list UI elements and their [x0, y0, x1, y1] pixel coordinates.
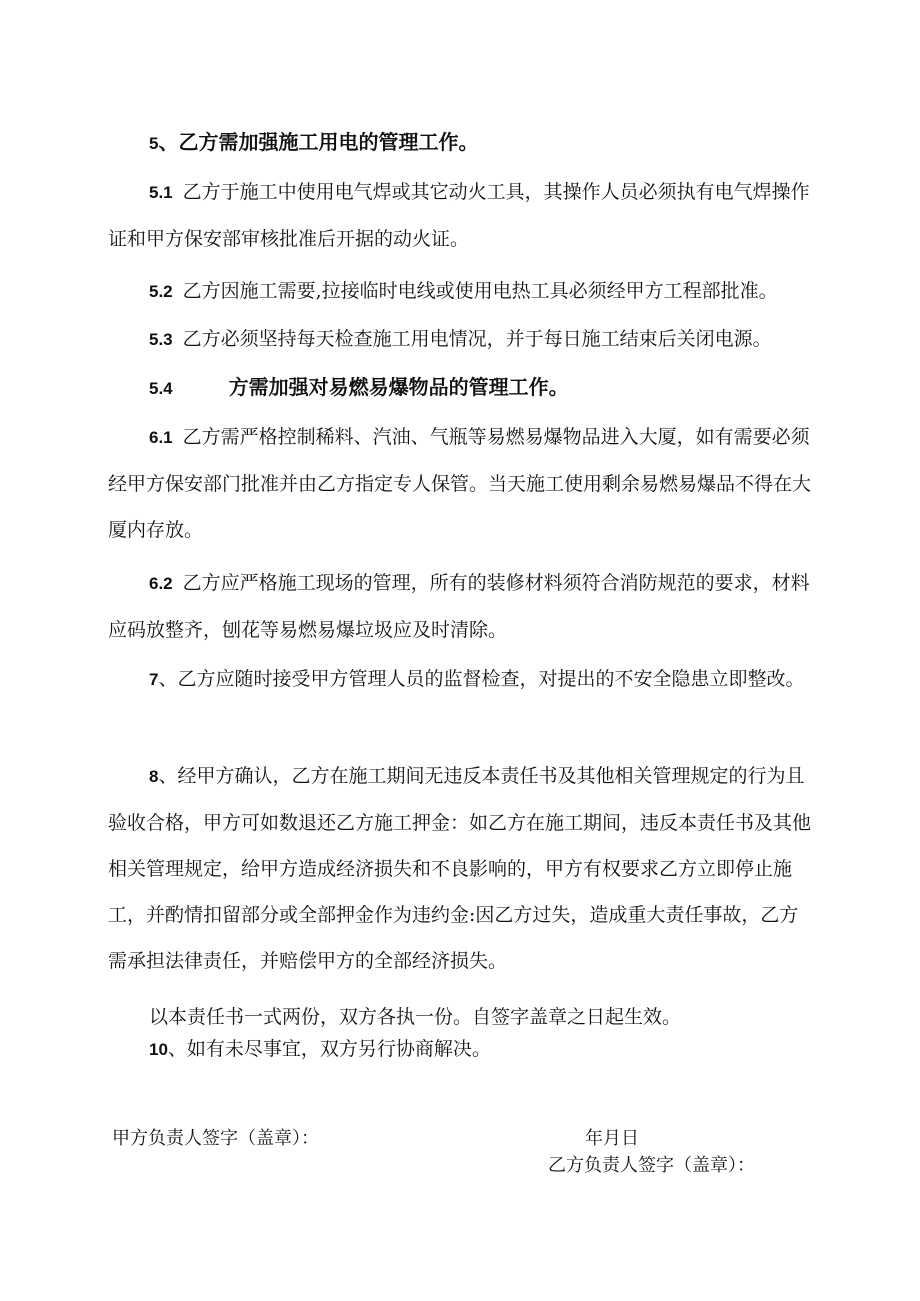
section-5-heading [108, 119, 813, 167]
section-number: 5.4 [149, 379, 173, 398]
clause-text: 乙方应严格施工现场的管理，所有的装修材料须符合消防规范的要求，材料应码放整齐，刨花等易燃易爆垃圾应及时清除。 [108, 572, 810, 641]
clause-5-1 [108, 169, 813, 262]
section-number: 5 [149, 134, 159, 153]
clause-text: 乙方需严格控制稀料、汽油、气瓶等易燃易爆物品进入大厦，如有需要必须经甲方保安部门批准并由乙方指定专人保管。当天施工使用剩余易燃易爆品不得在大厦内存放。 [108, 426, 812, 541]
clause-number: 6.1 [149, 428, 173, 447]
clause-text: 、如有未尽事宜，双方另行协商解决。 [167, 1038, 491, 1060]
clause-number: 8 [149, 767, 159, 786]
section-text: 、乙方需加强施工用电的管理工作。 [158, 130, 479, 154]
clause-5-3 [108, 316, 813, 363]
clause-6-1 [108, 414, 813, 553]
party-b-signature-label: 乙方负责人签字（盖章）： [548, 1155, 755, 1176]
clause-text: 、乙方应随时接受甲方管理人员的监督检查，对提出的不安全隐患立即整改。 [158, 668, 805, 690]
clause-8 [108, 753, 813, 984]
clause-number: 10 [149, 1040, 168, 1059]
party-a-signature-label: 甲方负责人签字（盖章）： [112, 1128, 319, 1149]
clause-number: 5.1 [149, 183, 173, 202]
clause-number: 5.2 [149, 282, 173, 301]
signature-date-label: 年月日 [585, 1128, 639, 1149]
section-5-4-heading [108, 364, 813, 412]
clause-text: 乙方因施工需要,拉接临时电线或使用电热工具必须经甲方工程部批准。 [182, 280, 778, 302]
clause-7 [108, 656, 813, 703]
clause-number: 7 [149, 670, 159, 689]
clause-number: 6.2 [149, 574, 173, 593]
clause-text: 、经甲方确认，乙方在施工期间无违反本责任书及其他相关管理规定的行为且验收合格，甲方可如数退还乙方施工押金：如乙方在施工期间，违反本责任书及其他相关管理规定，给甲方造成经济损失和不良影响的，甲方有权要求乙方立即停止施工，并酌情扣留部分或全部押金作为违约金:因乙方过失，造成重大责任事故，乙方需承担法律责任，并赔偿甲方的全部经济损失。 [108, 765, 812, 972]
clause-10 [108, 1032, 813, 1067]
clause-text: 乙方必须坚持每天检查施工用电情况，并于每日施工结束后关闭电源。 [182, 328, 772, 350]
clause-number: 5.3 [149, 330, 173, 349]
clause-5-2 [108, 268, 813, 315]
clause-text: 乙方于施工中使用电气焊或其它动火工具，其操作人员必须执有电气焊操作证和甲方保安部审核批准后开据的动火证。 [108, 181, 810, 250]
clause-6-2 [108, 560, 813, 653]
section-text: 方需加强对易燃易爆物品的管理工作。 [228, 375, 569, 399]
clause-9 [108, 1000, 813, 1034]
clause-text: 以本责任书一式两份，双方各执一份。自签字盖章之日起生效。 [149, 1006, 682, 1028]
